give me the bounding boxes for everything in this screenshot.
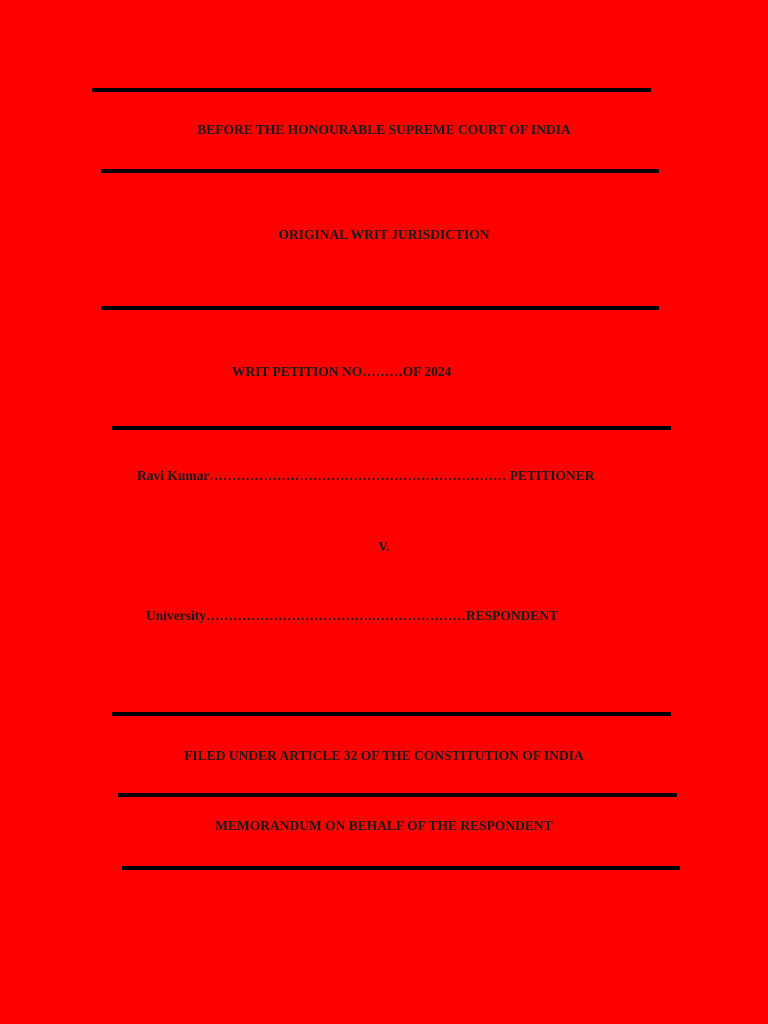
versus-label: V. (378, 539, 390, 554)
petition-number: WRIT PETITION NO………OF 2024 (232, 364, 452, 379)
divider-rule (112, 426, 671, 430)
divider-rule (122, 866, 680, 870)
memorandum-heading: MEMORANDUM ON BEHALF OF THE RESPONDENT (215, 818, 553, 833)
divider-rule (92, 88, 651, 92)
filed-under-heading: FILED UNDER ARTICLE 32 OF THE CONSTITUTION OF INDIA (184, 748, 584, 763)
jurisdiction-heading: ORIGINAL WRIT JURISDICTION (278, 227, 490, 242)
divider-rule (118, 793, 677, 797)
divider-rule (101, 169, 659, 173)
respondent-line: University……………………………….…………………RESPONDENT (146, 608, 559, 623)
petitioner-line: Ravi Kumar………………………………………………………… PETITIONER (137, 468, 595, 483)
divider-rule (101, 306, 659, 310)
divider-rule (112, 712, 671, 716)
court-heading: BEFORE THE HONOURABLE SUPREME COURT OF INDIA (197, 122, 571, 137)
